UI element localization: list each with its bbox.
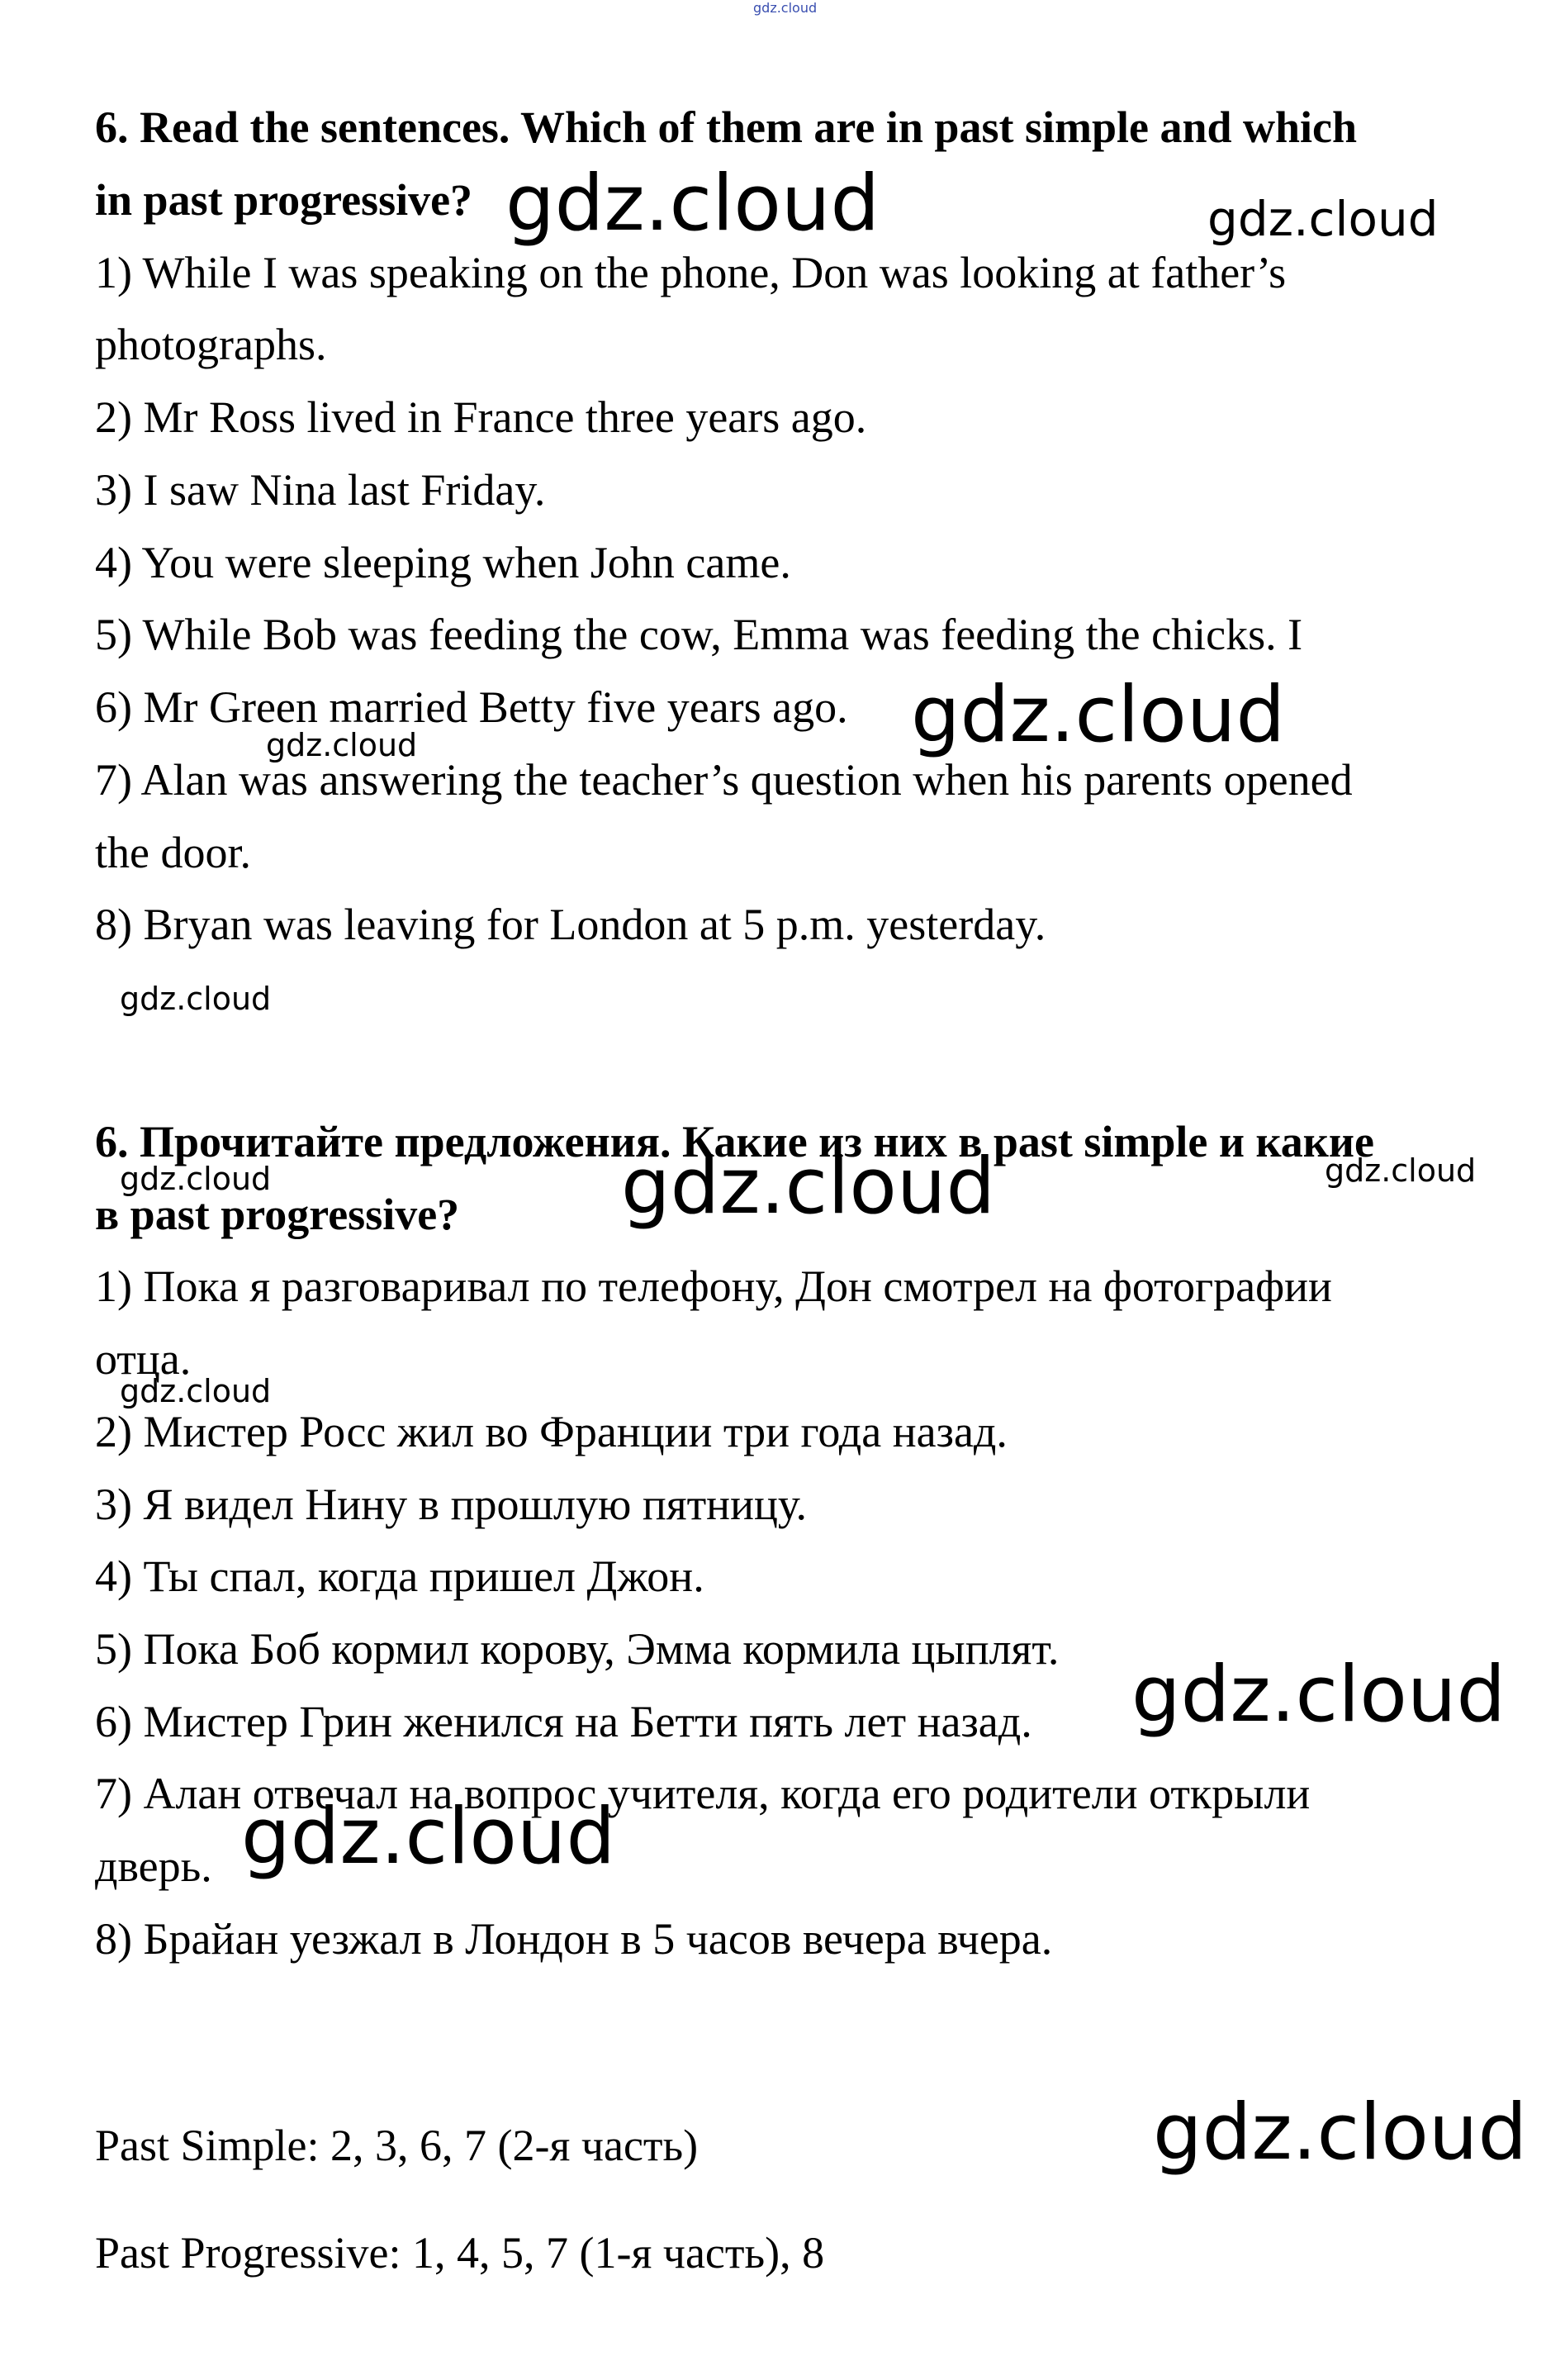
sentence-en-6: 6) Mr Green married Betty five years ago.: [95, 682, 848, 732]
watermark-top-tiny: gdz.cloud: [753, 0, 818, 16]
watermark: gdz.cloud: [241, 1792, 616, 1882]
sentence-ru-1: 1) Пока я разговаривал по телефону, Дон смотрел на фотографии: [95, 1261, 1332, 1311]
sentence-ru-3: 3) Я видел Нину в прошлую пятницу.: [95, 1480, 807, 1529]
answer-past-simple: Past Simple: 2, 3, 6, 7 (2-я часть): [95, 2121, 699, 2170]
exercise-heading-en-line1: 6. Read the sentences. Which of them are in past simple and which: [95, 102, 1358, 152]
watermark: gdz.cloud: [1131, 1650, 1506, 1740]
exercise-heading-ru-line1: 6. Прочитайте предложения. Какие из них в past simple и какие: [95, 1117, 1374, 1166]
answer-past-progressive: Past Progressive: 1, 4, 5, 7 (1-я часть), 8: [95, 2228, 825, 2278]
sentence-ru-2: 2) Мистер Росс жил во Франции три года назад.: [95, 1407, 1008, 1456]
exercise-heading-ru-line2: в past progressive?: [95, 1190, 460, 1239]
watermark: gdz.cloud: [1153, 2088, 1528, 2178]
sentence-ru-4: 4) Ты спал, когда пришел Джон.: [95, 1551, 704, 1601]
sentence-en-7-cont: the door.: [95, 828, 251, 877]
sentence-ru-6: 6) Мистер Грин женился на Бетти пять лет назад.: [95, 1697, 1032, 1746]
watermark: gdz.cloud: [911, 670, 1286, 760]
sentence-ru-7: 7) Алан отвечал на вопрос учителя, когда его родители открыли: [95, 1769, 1311, 1818]
sentence-ru-1-cont: отца.: [95, 1334, 192, 1384]
sentence-en-1: 1) While I was speaking on the phone, Don was looking at father’s: [95, 248, 1287, 297]
sentence-en-4: 4) You were sleeping when John came.: [95, 538, 791, 587]
sentence-ru-7-cont: дверь.: [95, 1841, 212, 1891]
exercise-heading-en-line2: in past progressive?: [95, 175, 473, 225]
watermark: gdz.cloud: [621, 1142, 996, 1232]
sentence-ru-5: 5) Пока Боб кормил корову, Эмма кормила цыплят.: [95, 1624, 1060, 1674]
watermark: gdz.cloud: [120, 1161, 272, 1197]
sentence-en-5: 5) While Bob was feeding the cow, Emma was feeding the chicks. I: [95, 610, 1303, 659]
watermark: gdz.cloud: [120, 1373, 272, 1409]
sentence-en-2: 2) Mr Ross lived in France three years ago.: [95, 392, 867, 442]
watermark: gdz.cloud: [1207, 191, 1439, 247]
sentence-ru-8: 8) Брайан уезжал в Лондон в 5 часов вечера вчера.: [95, 1914, 1053, 1964]
watermark: gdz.cloud: [120, 981, 272, 1017]
watermark: gdz.cloud: [266, 727, 418, 763]
sentence-en-7: 7) Alan was answering the teacher’s question when his parents opened: [95, 755, 1353, 805]
watermark: gdz.cloud: [1325, 1152, 1477, 1189]
sentence-en-8: 8) Bryan was leaving for London at 5 p.m. yesterday.: [95, 900, 1046, 949]
watermark: gdz.cloud: [505, 159, 880, 249]
sentence-en-3: 3) I saw Nina last Friday.: [95, 465, 546, 515]
sentence-en-1-cont: photographs.: [95, 320, 327, 369]
